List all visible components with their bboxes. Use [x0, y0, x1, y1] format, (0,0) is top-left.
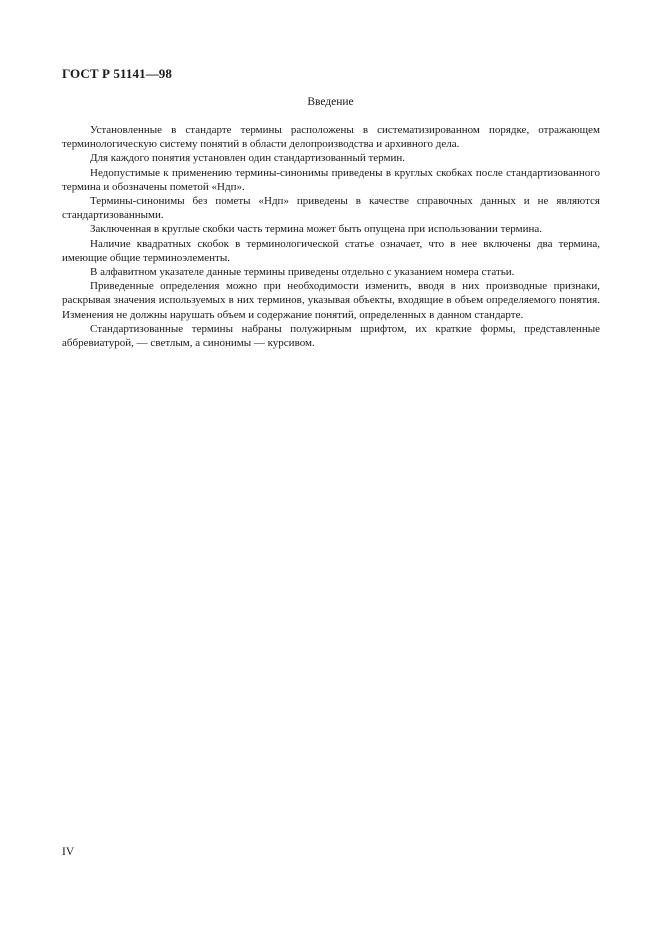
page-number: IV	[62, 846, 75, 858]
paragraph: Недопустимые к применению термины-синонимы приведены в круглых скобках после стандартизованного термина и обозначены пометой «Ндп».	[62, 166, 600, 193]
paragraph: Стандартизованные термины набраны полужирным шрифтом, их краткие формы, представленные аббревиатурой, — светлым, а синонимы — курсивом.	[62, 322, 600, 350]
paragraph: Для каждого понятия установлен один стандартизованный термин.	[90, 152, 405, 165]
paragraph: Наличие квадратных скобок в терминологической статье означает, что в нее включены два термина, имеющие общие терминоэлементы.	[62, 237, 600, 264]
paragraph: Заключенная в круглые скобки часть термина может быть опущена при использовании термина.	[90, 223, 542, 236]
document-code: ГОСТ Р 51141—98	[62, 66, 173, 81]
paragraph: Установленные в стандарте термины расположены в систематизированном порядке, отражающем терминологическую систему понятий в области делопроизводства и архивного дела.	[62, 124, 600, 151]
section-title: Введение	[307, 96, 354, 108]
paragraph: Приведенные определения можно при необходимости изменить, вводя в них производные признаки, раскрывая значения используемых в них терминов, указывая объекты, входящие в объем определяемого понятия. Изменения не должны нарушать объем и содержание понятий, определенных в данном стандарте.	[62, 280, 600, 321]
paragraph: В алфавитном указателе данные термины приведены отдельно с указанием номера статьи.	[90, 266, 515, 279]
paragraph: Термины-синонимы без пометы «Ндп» приведены в качестве справочных данных и не являются стандартизованными.	[62, 195, 600, 222]
introduction-body	[62, 123, 600, 350]
